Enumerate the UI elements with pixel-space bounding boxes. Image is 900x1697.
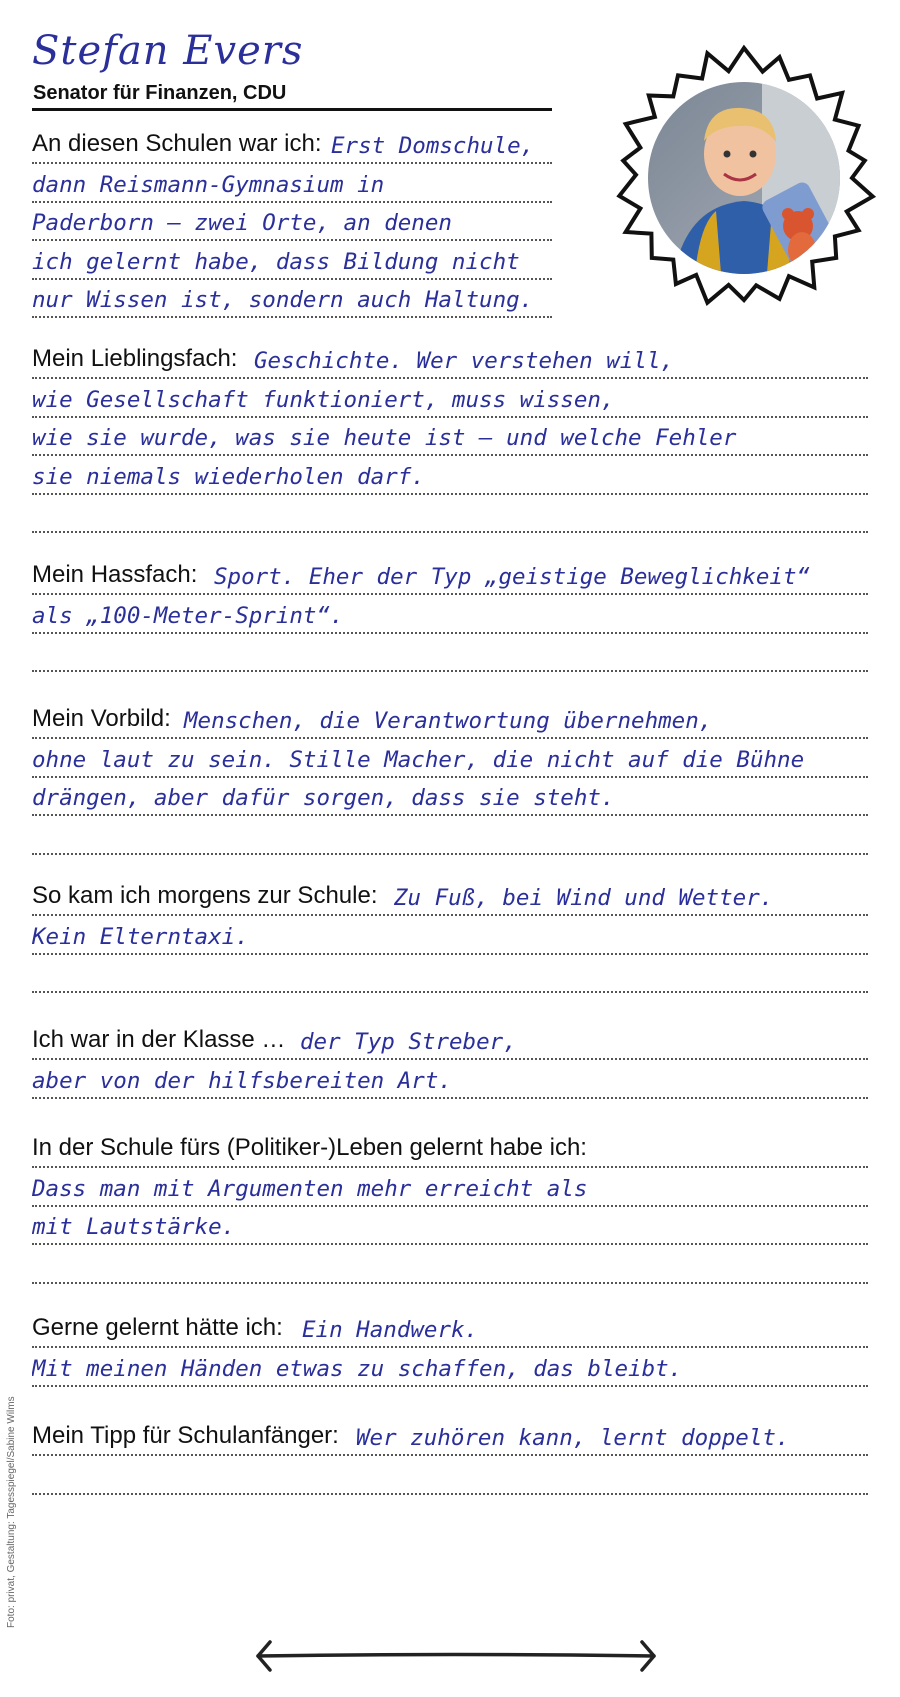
- question-label: Mein Tipp für Schulanfänger:: [32, 1422, 339, 1449]
- answer-line: [32, 594, 868, 634]
- end-ornament: [252, 1636, 660, 1676]
- answer-line: [32, 1347, 868, 1387]
- handwritten-answer: Geschichte. Wer verstehen will,: [254, 348, 674, 374]
- person-name: Stefan Evers: [32, 28, 304, 74]
- handwritten-answer: nur Wissen ist, sondern auch Haltung.: [32, 287, 534, 313]
- question-haette: [32, 1308, 868, 1348]
- question-lieblingsfach: [32, 339, 868, 379]
- question-hassfach: [32, 555, 868, 595]
- answer-line: [32, 378, 868, 418]
- empty-line: [32, 953, 868, 993]
- handwritten-answer: Dass man mit Argumenten mehr erreicht als: [32, 1175, 588, 1202]
- question-gelernt: [32, 1128, 868, 1168]
- handwritten-answer: aber von der hilfsbereiten Art.: [32, 1067, 452, 1094]
- answer-line: [32, 416, 868, 456]
- question-label: An diesen Schulen war ich:: [32, 130, 322, 157]
- handwritten-answer: Wer zuhören kann, lernt doppelt.: [356, 1425, 790, 1451]
- empty-line: [32, 815, 868, 855]
- starburst-photo-icon: [612, 36, 876, 320]
- question-label: Mein Lieblingsfach:: [32, 345, 238, 372]
- title-underline: [32, 108, 552, 111]
- handwritten-answer: Paderborn – zwei Orte, an denen: [32, 210, 452, 236]
- question-klasse: [32, 1020, 868, 1060]
- question-label: Gerne gelernt hätte ich:: [32, 1314, 283, 1341]
- handwritten-answer: drängen, aber dafür sorgen, dass sie steht.: [32, 785, 615, 811]
- answer-line: [32, 1059, 868, 1099]
- answer-line: [32, 915, 868, 955]
- arrow-divider-icon: [252, 1636, 660, 1676]
- handwritten-answer: Mit meinen Händen etwas zu schaffen, das bleibt.: [32, 1355, 683, 1382]
- handwritten-answer: Erst Domschule,: [331, 133, 535, 159]
- answer-line: [32, 240, 552, 280]
- question-label: Mein Hassfach:: [32, 561, 198, 588]
- handwritten-answer: mit Lautstärke.: [32, 1214, 236, 1240]
- answer-line: [32, 455, 868, 495]
- handwritten-answer: Sport. Eher der Typ „geistige Beweglichkeit“: [214, 564, 811, 590]
- question-label: Mein Vorbild:: [32, 705, 171, 732]
- empty-line: [32, 1455, 868, 1495]
- answer-line: [32, 776, 868, 816]
- question-tipp: [32, 1416, 868, 1456]
- question-label: In der Schule fürs (Politiker-)Leben gelernt habe ich:: [32, 1134, 587, 1161]
- handwritten-answer: Menschen, die Verantwortung übernehmen,: [184, 708, 713, 734]
- answer-line: [32, 201, 552, 241]
- handwritten-answer: wie sie wurde, was sie heute ist – und welche Fehler: [32, 425, 737, 451]
- empty-line: [32, 493, 868, 533]
- question-schulen: [32, 124, 552, 164]
- answer-line: [32, 1167, 868, 1207]
- answer-line: [32, 163, 552, 203]
- photo-credit: Foto: privat, Gestaltung: Tagesspiegel/Sabine Wilms: [6, 1396, 17, 1628]
- handwritten-answer: dann Reismann-Gymnasium in: [32, 171, 385, 198]
- handwritten-answer: wie Gesellschaft funktioniert, muss wissen,: [32, 386, 615, 413]
- handwritten-answer: Zu Fuß, bei Wind und Wetter.: [394, 885, 774, 911]
- question-schulweg: [32, 876, 868, 916]
- portrait-photo: [612, 36, 876, 320]
- handwritten-answer: ohne laut zu sein. Stille Macher, die nicht auf die Bühne: [32, 746, 805, 773]
- question-vorbild: [32, 699, 868, 739]
- question-label: Ich war in der Klasse …: [32, 1026, 286, 1053]
- answer-line: [32, 738, 868, 778]
- empty-line: [32, 632, 868, 672]
- handwritten-answer: der Typ Streber,: [300, 1029, 517, 1055]
- person-role: Senator für Finanzen, CDU: [33, 82, 287, 104]
- handwritten-answer: als „100-Meter-Sprint“.: [32, 602, 344, 629]
- handwritten-answer: ich gelernt habe, dass Bildung nicht: [32, 248, 520, 275]
- handwritten-answer: Ein Handwerk.: [302, 1317, 479, 1343]
- answer-line: [32, 1205, 868, 1245]
- handwritten-answer: Kein Elterntaxi.: [32, 923, 249, 950]
- handwritten-answer: sie niemals wiederholen darf.: [32, 463, 425, 490]
- answer-line: [32, 278, 552, 318]
- question-label: So kam ich morgens zur Schule:: [32, 882, 378, 909]
- empty-line: [32, 1244, 868, 1284]
